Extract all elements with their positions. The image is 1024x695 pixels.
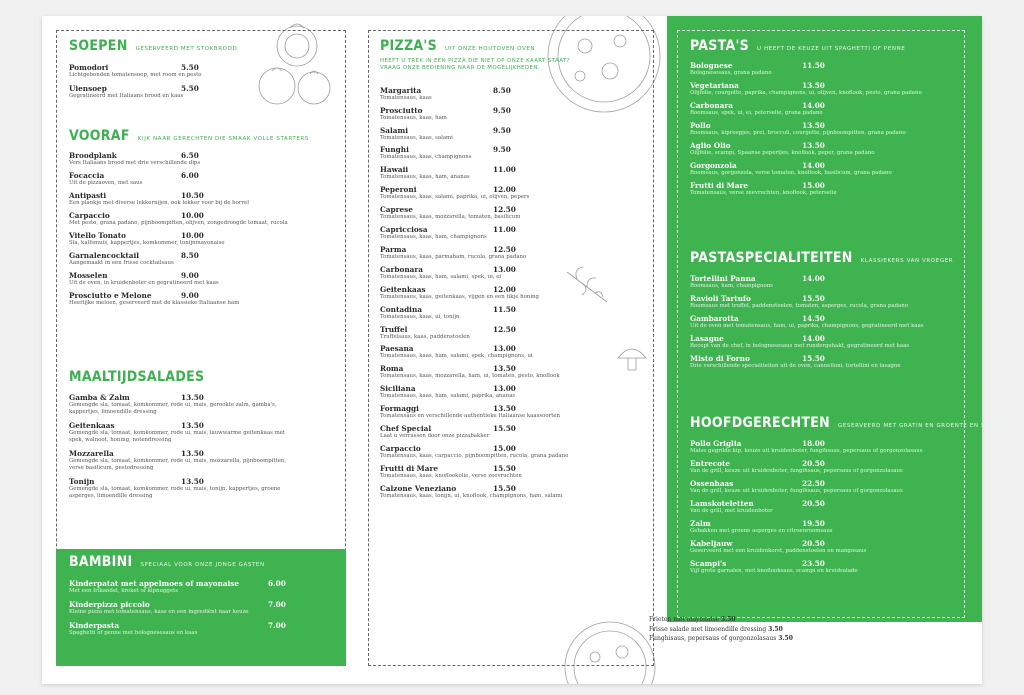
- menu-item-description: Tomatensaus, kaas, geitenkaas, vijgen en een tikje honing: [380, 293, 539, 300]
- menu-item-price: 9.50: [493, 105, 511, 115]
- menu-item: [380, 364, 650, 380]
- menu-item-name: Gamba & Zalm: [69, 393, 130, 402]
- menu-item-price: 13.00: [493, 344, 516, 354]
- menu-item-name: Zalm: [690, 519, 711, 528]
- menu-item-name: Caprese: [380, 205, 413, 215]
- menu-item-description: Bolognesesaus, grana padano: [690, 70, 772, 76]
- menu-item: [380, 265, 650, 281]
- menu-item: [69, 84, 339, 100]
- extra-item: [649, 625, 793, 635]
- menu-item-price: 13.50: [493, 364, 516, 374]
- menu-item: [690, 334, 960, 350]
- menu-item: [690, 61, 960, 77]
- menu-item: [380, 245, 650, 261]
- menu-item-description: Tomatensaus, kaas, ham, salami, spek, champignons, ui: [380, 353, 533, 360]
- menu-item-name: Lasagne: [690, 334, 724, 343]
- extra-item-text: Funghisaus, pepersaus of gorgonzolasaus: [649, 635, 777, 643]
- menu-item-price: 15.50: [493, 483, 516, 493]
- menu-item-description: Tomatensaus, kaas: [380, 94, 432, 101]
- menu-item-price: 13.50: [802, 141, 825, 150]
- menu-item-name: Capricciosa: [380, 225, 428, 235]
- menu-item: [380, 384, 650, 400]
- menu-item-description: Vers Italiaans brood met drie verschillende dips: [69, 160, 201, 166]
- menu-item-name: Chef Special: [380, 423, 432, 433]
- menu-item-name: Tortellini Panna: [690, 274, 756, 283]
- menu-item-name: Uiensoep: [69, 84, 107, 93]
- menu-item: [690, 274, 960, 290]
- menu-item-description: Van de grill, keuze uit kruidenboter, fungihsaus, pepersaus of gorgonzolasaus: [690, 488, 903, 494]
- menu-item-price: 11.00: [493, 165, 516, 175]
- salades-title: MAALTIJDSALADES: [69, 369, 205, 385]
- menu-item-name: Roma: [380, 364, 404, 374]
- extra-item-price: 3.50: [778, 635, 793, 643]
- menu-item-name: Frutti di Mare: [380, 463, 438, 473]
- menu-item-price: 22.50: [802, 479, 825, 488]
- menu-item-description: Olijfolie, scampi, Spaanse pepertjes, knoflook, peper, grana padano: [690, 150, 875, 156]
- menu-item-name: Carbonara: [380, 264, 423, 274]
- menu-item-price: 10.00: [181, 211, 204, 220]
- menu-item-description: spek, walnoot, honing, notendressing: [69, 437, 172, 443]
- menu-item-price: 9.50: [493, 145, 511, 155]
- menu-item-price: 12.00: [493, 185, 516, 195]
- menu-item-price: 6.00: [181, 171, 199, 180]
- hoofd-section: [690, 415, 1007, 579]
- menu-item: [69, 251, 339, 267]
- menu-item-name: Tonijn: [69, 477, 95, 486]
- menu-item-price: 20.50: [802, 459, 825, 468]
- menu-item-name: Contadina: [380, 304, 422, 314]
- menu-item-name: Kinderpizza piccolo: [69, 600, 150, 609]
- menu-item-description: Met pesto, grana padano, pijnboompitten, olijven, zongedroogde tomaat, rucola: [69, 220, 288, 226]
- menu-item: [690, 121, 960, 137]
- menu-item-price: 5.50: [181, 84, 199, 93]
- menu-item-description: Gemengde sla, tomaat, komkommer, rode ui, mais, gerookte zalm, gamba's,: [69, 402, 277, 408]
- bambini-section: [69, 554, 339, 642]
- menu-item-name: Pollo: [690, 121, 711, 130]
- menu-item: [69, 191, 339, 207]
- menu-item: [380, 424, 650, 440]
- menu-item: [690, 314, 960, 330]
- bambini-subtitle: SPECIAAL VOOR ONZE JONGE GASTEN: [140, 562, 265, 568]
- menu-item-price: 13.50: [181, 477, 204, 486]
- salades-section: [69, 369, 339, 505]
- menu-item-name: Bolognese: [690, 61, 733, 70]
- menu-item-price: 14.00: [802, 334, 825, 343]
- menu-item-name: Funghi: [380, 145, 409, 155]
- menu-item: [380, 165, 650, 181]
- menu-item-description: asperges, limoendille dressing: [69, 493, 153, 499]
- menu-item-description: Drie verschillende specialiteiten uit de oven, cannelloni, tortellini en lasagne: [690, 363, 901, 369]
- menu-item-description: Gebakken met groene asperges en citroenroomsaus: [690, 528, 833, 534]
- menu-item: [380, 86, 650, 102]
- menu-item-name: Truffel: [380, 324, 408, 334]
- menu-item-name: Parma: [380, 244, 407, 254]
- menu-item: [380, 205, 650, 221]
- pastas-title: PASTA'S: [690, 38, 750, 54]
- menu-item-price: 14.00: [802, 101, 825, 110]
- menu-item: [69, 63, 339, 79]
- menu-item-description: Tomatensaus, verse zeevruchten, knoflook, peterselie: [690, 190, 837, 196]
- menu-item-description: Aangemaakt in een frisse cocktailsaus: [69, 260, 174, 266]
- menu-item-name: Mosselen: [69, 271, 108, 280]
- menu-item-description: Een plankje met diverse lekkernijen, ook lekker voor bij de borrel: [69, 200, 249, 206]
- menu-item-description: Laat u verrassen door onze pizzabakker: [380, 432, 490, 439]
- menu-item-name: Geitenkaas: [380, 284, 426, 294]
- pastas-section: [690, 38, 960, 201]
- menu-item-price: 12.50: [493, 244, 516, 254]
- menu-item-name: Kabeljauw: [690, 539, 733, 548]
- menu-item-description: Tomatensaus en verschillende authentieke Italiaanse kaassoorten: [380, 413, 561, 420]
- menu-item: [690, 539, 960, 555]
- menu-item-price: 8.50: [181, 251, 199, 260]
- menu-item: [690, 101, 960, 117]
- menu-item-name: Hawaii: [380, 165, 409, 175]
- menu-item-name: Siciliana: [380, 384, 416, 394]
- menu-item-price: 9.00: [181, 271, 199, 280]
- menu-item: [690, 479, 960, 495]
- menu-item-price: 13.50: [181, 449, 204, 458]
- menu-item-price: 6.00: [268, 579, 286, 588]
- soepen-title: SOEPEN: [69, 38, 128, 54]
- menu-item: [690, 181, 960, 197]
- menu-item-description: Tomatensaus, kaas, salami, paprika, ui, olijven, pepers: [380, 194, 530, 201]
- menu-item: [69, 151, 339, 167]
- menu-item: [380, 404, 650, 420]
- pastas-subtitle: U HEEFT DE KEUZE UIT SPAGHETTI OF PENNE: [757, 46, 906, 52]
- menu-item: [380, 185, 650, 201]
- menu-item-price: 13.00: [493, 384, 516, 394]
- pizzas-subtitle: UIT ONZE HOUTOVEN OVEN: [444, 46, 536, 52]
- menu-item-price: 11.50: [493, 304, 516, 314]
- menu-item-name: Aglio Olio: [690, 141, 731, 150]
- menu-item: [690, 499, 960, 515]
- menu-item-name: Ossenhaas: [690, 479, 734, 488]
- extra-item-price: 3.50: [768, 625, 783, 633]
- menu-item-description: Van de grill, keuze uit kruidenboter, fungihsaus, pepersaus of gorgonzolasaus: [690, 468, 903, 474]
- menu-item: [69, 211, 339, 227]
- menu-item-description: Tomatensaus, kaas, ui, tonijn: [380, 313, 460, 320]
- menu-item: [690, 81, 960, 97]
- menu-item: [380, 305, 650, 321]
- menu-item-description: Uit de pizzaoven, met saus: [69, 180, 143, 186]
- menu-item-description: Gegratineerd met Italiaans brood en kaas: [69, 93, 184, 99]
- menu-item: [690, 294, 960, 310]
- menu-item-description: Uit de oven, in kruidenboter en gegratineerd met kaas: [69, 280, 219, 286]
- menu-item-description: Roomsaus met truffel, paddenstoelen, tomaten, asperges, rucola, grana padano: [690, 303, 908, 309]
- menu-item-name: Kinderpasta: [69, 621, 120, 630]
- menu-item-price: 11.50: [802, 61, 825, 70]
- menu-item-description: kappertjes, limoendille dressing: [69, 409, 157, 415]
- menu-item: [380, 344, 650, 360]
- vooraf-section: [69, 128, 339, 311]
- menu-item-description: Tomatensaus, kaas, ham, champignons: [380, 234, 487, 241]
- menu-item-price: 19.50: [802, 519, 825, 528]
- menu-item-name: Focaccia: [69, 171, 105, 180]
- menu-item: [690, 354, 960, 370]
- menu-item-name: Entrecote: [690, 459, 731, 468]
- pizzas-intro-line-2: VRAAG ONZE BEDIENING NAAR DE MOGELIJKHEDEN.: [380, 65, 540, 72]
- menu-item: [690, 459, 960, 475]
- pizzas-intro-line-1: HEEFT U TREK IN EEN PIZZA DIE NIET OP ONZE KAART STAAT?: [380, 58, 570, 64]
- menu-item-name: Garnalencocktail: [69, 251, 140, 260]
- menu-item-name: Mozzarella: [69, 449, 114, 458]
- menu-item-name: Carpaccio: [380, 443, 421, 453]
- menu-item-price: 20.50: [802, 539, 825, 548]
- menu-item-price: 10.50: [181, 191, 204, 200]
- menu-item: [380, 285, 650, 301]
- menu-item: [380, 106, 650, 122]
- menu-item: [69, 291, 339, 307]
- menu-item-name: Broodplank: [69, 151, 117, 160]
- menu-item-price: 14.00: [802, 161, 825, 170]
- menu-item-description: Gemengde sla, tomaat, komkommer, rode ui, mais, mozzarella, pijnboompitten,: [69, 458, 287, 464]
- menu-item: [380, 126, 650, 142]
- menu-item: [690, 519, 960, 535]
- menu-item-price: 15.50: [802, 294, 825, 303]
- hoofd-subtitle: GESERVEERD MET GRATIN EN GROENTE EN SALADE: [838, 423, 1007, 429]
- menu-item-description: verse basilicum, pestodressing: [69, 465, 154, 471]
- menu-item-price: 6.50: [181, 151, 199, 160]
- pizzas-title: PIZZA'S: [380, 38, 437, 54]
- menu-item-price: 14.50: [802, 314, 825, 323]
- extra-item: [649, 634, 793, 644]
- menu-item-price: 10.00: [181, 231, 204, 240]
- menu-item-price: 13.50: [802, 81, 825, 90]
- menu-item-price: 8.50: [493, 85, 511, 95]
- menu-item-price: 14.00: [802, 274, 825, 283]
- menu-item: [69, 579, 339, 595]
- pastaspecial-title: PASTASPECIALITEITEN: [690, 250, 853, 266]
- menu-item: [69, 621, 339, 637]
- menu-item: [69, 171, 339, 187]
- menu-item-name: Frutti di Mare: [690, 181, 748, 190]
- menu-item-description: Tomatensaus, kaas, mozzarella, tomaten, basilicum: [380, 214, 521, 221]
- menu-item-description: Tomatensaus, kaas, ham, ananas: [380, 174, 470, 181]
- menu-item-price: 9.00: [181, 291, 199, 300]
- menu-item: [69, 271, 339, 287]
- menu-item-name: Prosciutto: [380, 105, 423, 115]
- menu-item-name: Gorgonzola: [690, 161, 737, 170]
- menu-item-price: 9.50: [493, 125, 511, 135]
- menu-item-description: Gemengde sla, tomaat, komkommer, rode ui, mais, lauwwarme geitenkaas met: [69, 430, 286, 436]
- menu-item: [380, 225, 650, 241]
- vooraf-subtitle: KIJK NAAR GERECHTEN DIE SMAAK VOLLE STARTERS: [137, 136, 309, 142]
- menu-item-price: 5.50: [181, 63, 199, 72]
- menu-item: [380, 444, 650, 460]
- menu-item-description: Tomatensaus, kaas, ham, salami, spek, ui, ei: [380, 273, 502, 280]
- bambini-title: BAMBINI: [69, 554, 133, 570]
- menu-item-name: Vegetariana: [690, 81, 739, 90]
- menu-item-name: Carpaccio: [69, 211, 110, 220]
- menu-item: [380, 484, 650, 500]
- menu-item: [69, 477, 339, 500]
- menu-item-description: Van de grill, met kruidenboter: [690, 508, 773, 514]
- menu-item: [380, 145, 650, 161]
- menu-item: [69, 421, 339, 444]
- menu-item-name: Lamskoteletten: [690, 499, 754, 508]
- menu-item-name: Scampi's: [690, 559, 727, 568]
- menu-item-description: Tomatensaus, kaas, ham: [380, 114, 447, 121]
- menu-item-description: Roomsaus, kipreepjes, prei, broccoli, courgette, pijnboompitten, grana padano: [690, 130, 906, 136]
- menu-item-name: Pollo Griglia: [690, 439, 742, 448]
- menu-item-price: 13.00: [493, 264, 516, 274]
- menu-item: [690, 141, 960, 157]
- menu-item-description: Tomatensaus, kaas, mozzarella, ham, ui, tomaten, pesto, knoflook: [380, 373, 560, 380]
- pizzas-section: [380, 38, 650, 504]
- menu-item-description: Tomatensaus, kaas, champignons: [380, 154, 472, 161]
- menu-item: [69, 600, 339, 616]
- menu-item: [380, 325, 650, 341]
- menu-item-description: Geserveerd met een kruidenkorst, paddenstoelen en mangosaus: [690, 548, 867, 554]
- menu-item-price: 15.50: [802, 354, 825, 363]
- menu-item-description: Malse gegrilde kip, keuze uit kruidenboter, fungihsaus, pepersaus of gorgonzolasaus: [690, 448, 923, 454]
- menu-item-name: Antipasti: [69, 191, 107, 200]
- menu-item-name: Prosciutto e Melone: [69, 291, 152, 300]
- menu-item-price: 18.00: [802, 439, 825, 448]
- menu-item-name: Geitenkaas: [69, 421, 115, 430]
- extra-item-text: Frisse salade met limoendille dressing: [649, 625, 767, 633]
- pastaspecial-subtitle: KLASSIEKERS VAN VROEGER: [860, 258, 954, 264]
- menu-item-name: Salami: [380, 125, 408, 135]
- extras-list: [649, 615, 793, 644]
- menu-item-price: 13.50: [181, 421, 204, 430]
- menu-item-price: 12.50: [493, 205, 516, 215]
- menu-item-description: Heerlijke meloen, geserveerd met de klassieke Italiaanse ham: [69, 300, 240, 306]
- menu-item: [690, 559, 960, 575]
- menu-item-price: 23.50: [802, 559, 825, 568]
- soepen-subtitle: GESERVEERD MET STOKBROOD: [135, 46, 238, 52]
- menu-item-price: 15.50: [493, 463, 516, 473]
- menu-item-price: 12.00: [493, 284, 516, 294]
- menu-item-price: 13.50: [181, 393, 204, 402]
- menu-item: [690, 439, 960, 455]
- menu-item-name: Pomodori: [69, 63, 109, 72]
- menu-item: [69, 231, 339, 247]
- menu-item-price: 20.50: [802, 499, 825, 508]
- menu-item-name: Vitello Tonato: [69, 231, 126, 240]
- menu-item-description: Sla, kalfsmuis, kappertjes, komkommer, tonijnmayonaise: [69, 240, 225, 246]
- menu-item: [380, 464, 650, 480]
- menu-item-description: Roomsaus, ham, champignons: [690, 283, 773, 289]
- menu-item-name: Calzone Veneziano: [380, 483, 457, 493]
- menu-item-description: Tomatensaus, kaas, ham, salami, paprika, ananas: [380, 393, 516, 400]
- soepen-section: [69, 38, 339, 105]
- menu-item: [69, 393, 339, 416]
- menu-item-price: 7.00: [268, 621, 286, 630]
- menu-item-description: Spaghetti of penne met bolognesesaus en kaas: [69, 630, 198, 636]
- menu-item-description: Truffelsaus, kaas, paddenstoelen: [380, 333, 470, 340]
- vooraf-title: VOORAF: [69, 128, 130, 144]
- menu-item-description: Tomatensaus, kaas, tonijn, ui, knoflook, champignons, ham, salami: [380, 492, 563, 499]
- menu-item-description: Kleine pizza met tomatensaus, kaas en een ingrediënt naar keuze: [69, 609, 249, 615]
- menu-item-description: Olijfolie, courgette, paprika, champignons, ui, olijven, knoflook, pesto, grana padano: [690, 90, 922, 96]
- extra-item-price: 3.50: [720, 616, 736, 623]
- menu-item-price: 7.00: [268, 600, 286, 609]
- menu-item-description: Tomatensaus, kaas, parmaham, rucola, grana padano: [380, 253, 527, 260]
- menu-item-description: Tomatensaus, kaas, knoflookolie, verse zeevruchten: [380, 472, 522, 479]
- menu-item-price: 13.50: [493, 404, 516, 414]
- menu-item-description: Tomatensaus, kaas, carpaccio, pijnboompitten, rucola, grana padano: [380, 452, 569, 459]
- menu-item-price: 13.50: [802, 121, 825, 130]
- menu-item-name: Paesana: [380, 344, 414, 354]
- menu-item-price: 15.00: [802, 181, 825, 190]
- menu-item-description: Roomsaus, gorgonzola, verse tomaten, knoflook, basilicum, grana padano: [690, 170, 892, 176]
- menu-item-price: 12.50: [493, 324, 516, 334]
- menu-item-description: Tomatensaus, kaas, salami: [380, 134, 453, 141]
- hoofd-title: HOOFDGERECHTEN: [690, 415, 830, 431]
- menu-item-name: Kinderpatat met appelmoes of mayonaise: [69, 579, 240, 588]
- menu-item-description: Met een frikandel, kroket of kipnuggets: [69, 588, 178, 594]
- menu-item-description: Gemengde sla, tomaat, komkommer, rode ui, mais, tonijn, kappertjes, groene: [69, 486, 281, 492]
- menu-item: [690, 161, 960, 177]
- menu-item-description: Roomsaus, spek, ui, ei, peterselie, grana padano: [690, 110, 823, 116]
- menu-item-description: Uit de oven met tomatensaus, ham, ui, paprika, champignons, gegratineerd met kaas: [690, 323, 924, 329]
- menu-item-name: Formaggi: [380, 404, 419, 414]
- menu-item-price: 15.00: [493, 443, 516, 453]
- menu-item-name: Gambarotta: [690, 314, 739, 323]
- menu-item-name: Peperoni: [380, 185, 417, 195]
- menu-item-description: Recept van de chef, in bolognesesaus met rundergehakt, gegratineerd met kaas: [690, 343, 910, 349]
- menu-item: [69, 449, 339, 472]
- menu-item-description: Lichtgebonden tomatensoep, met room en pesto: [69, 72, 202, 78]
- menu-item-price: 11.00: [493, 225, 516, 235]
- extra-item-text: Frieten met mayonaise: [649, 616, 720, 623]
- menu-item-price: 15.50: [493, 423, 516, 433]
- menu-item-name: Margarita: [380, 85, 422, 95]
- extra-item: [649, 615, 793, 625]
- menu-item-description: Vijf grote garnalen, met knoflooksaus, scampi en kruidsalade: [690, 568, 858, 574]
- menu-item-name: Ravioli Tartufo: [690, 294, 751, 303]
- menu-item-name: Misto di Forno: [690, 354, 750, 363]
- pastaspecial-section: [690, 250, 960, 374]
- menu-item-name: Carbonara: [690, 101, 733, 110]
